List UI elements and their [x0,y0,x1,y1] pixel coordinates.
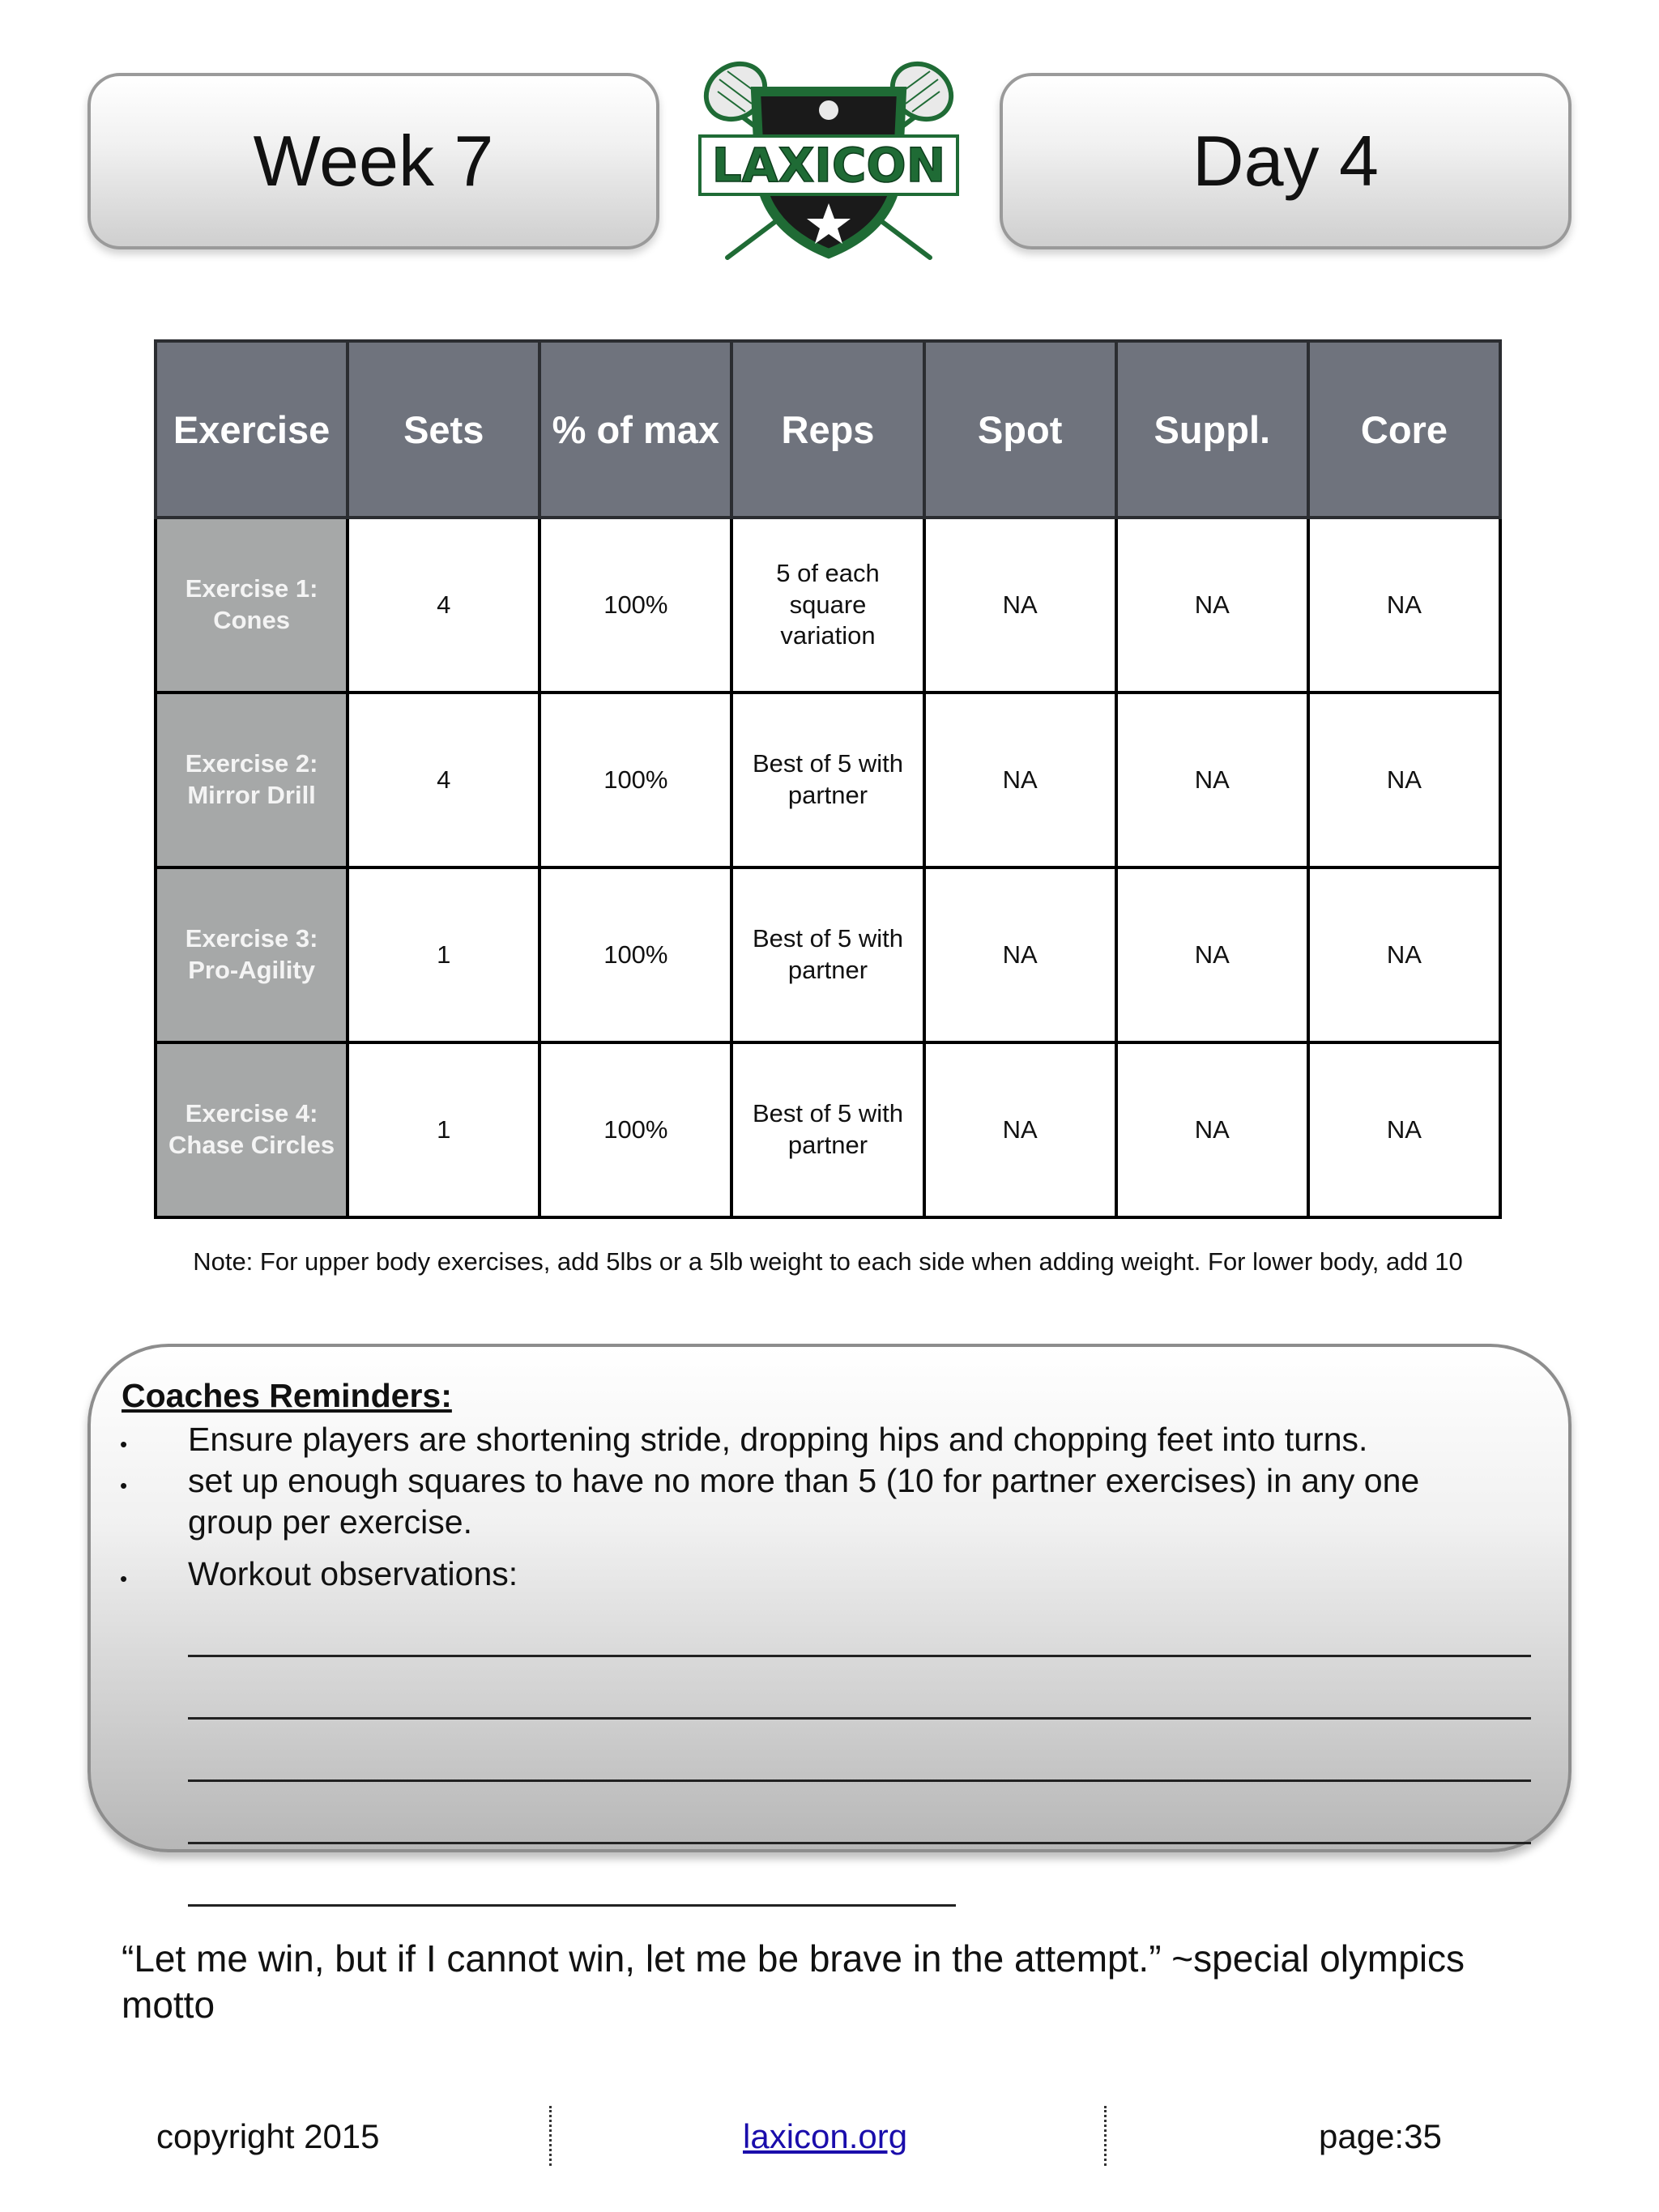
exercise-name-cell [156,1042,348,1217]
exercise-title: Mirror Drill [187,781,316,809]
table-row [156,1042,1500,1217]
reps-cell: 5 of each square variation [731,518,923,693]
col-header-core: Core [1308,341,1500,518]
bullet-icon: • [120,1473,128,1498]
col-header-suppl: Suppl. [1116,341,1308,518]
suppl-cell: NA [1116,518,1308,693]
day-label-box [1000,73,1572,249]
spot-cell: NA [924,518,1116,693]
pct-max-cell: 100% [539,693,731,867]
exercise-number: Exercise 2: [185,749,318,778]
pct-max-cell: 100% [539,1042,731,1217]
sets-cell: 1 [348,1042,539,1217]
bullet-icon: • [120,1432,128,1456]
spot-cell: NA [924,867,1116,1042]
pct-max-cell: 100% [539,518,731,693]
observation-line [188,1842,1531,1844]
observation-line [188,1655,1531,1657]
core-cell: NA [1308,518,1500,693]
sets-cell: 4 [348,518,539,693]
weight-note: Note: For upper body exercises, add 5lbs or a 5lb weight to each side when adding weight. For lower body, add 10 [193,1247,1463,1276]
col-header-exercise: Exercise [156,341,348,518]
core-cell: NA [1308,867,1500,1042]
website-link[interactable]: laxicon.org [743,2117,908,2155]
reps-cell: Best of 5 with partner [731,867,923,1042]
exercise-title: Chase Circles [168,1131,335,1159]
core-cell: NA [1308,1042,1500,1217]
col-header-sets: Sets [348,341,539,518]
spot-cell: NA [924,1042,1116,1217]
col-header-pct-max: % of max [539,341,731,518]
exercise-name-cell [156,693,348,867]
table-header-row [156,341,1500,518]
pct-max-cell: 100% [539,867,731,1042]
observation-line [188,1904,956,1907]
reminder-item: set up enough squares to have no more than 5 (10 for partner exercises) in any one group per exercise. [188,1462,1420,1541]
reps-cell: Best of 5 with partner [731,693,923,867]
core-cell: NA [1308,693,1500,867]
suppl-cell: NA [1116,693,1308,867]
col-header-spot: Spot [924,341,1116,518]
sets-cell: 1 [348,867,539,1042]
exercise-title: Pro-Agility [188,956,315,984]
suppl-cell: NA [1116,1042,1308,1217]
observation-line [188,1717,1531,1720]
spot-cell: NA [924,693,1116,867]
footer-divider [1104,2106,1107,2166]
table-row [156,693,1500,867]
logo-wordmark: LAXICON [711,138,946,193]
week-label-box [87,73,659,249]
col-header-reps: Reps [731,341,923,518]
laxicon-logo [695,55,962,266]
reminder-item: Ensure players are shortening stride, dropping hips and chopping feet into turns. [188,1421,1368,1458]
motto-quote: “Let me win, but if I cannot win, let me be brave in the attempt.” ~special olympics motto [122,1937,1465,2026]
footer-divider [549,2106,552,2166]
sets-cell: 4 [348,693,539,867]
reminders-title: Coaches Reminders: [122,1377,452,1414]
page-number: page:35 [1319,2117,1442,2155]
table-row [156,867,1500,1042]
observation-line [188,1779,1531,1782]
reps-cell: Best of 5 with partner [731,1042,923,1217]
exercise-number: Exercise 4: [185,1099,318,1128]
reminder-item: Workout observations: [188,1555,518,1592]
exercise-title: Cones [213,606,290,634]
copyright-text: copyright 2015 [156,2117,380,2155]
exercise-name-cell [156,518,348,693]
suppl-cell: NA [1116,867,1308,1042]
week-label: Week 7 [253,121,494,201]
exercise-number: Exercise 3: [185,924,318,953]
day-label: Day 4 [1192,121,1379,201]
exercise-name-cell [156,867,348,1042]
bullet-icon: • [120,1566,128,1591]
workout-table [154,339,1502,1219]
exercise-number: Exercise 1: [185,574,318,603]
table-row [156,518,1500,693]
